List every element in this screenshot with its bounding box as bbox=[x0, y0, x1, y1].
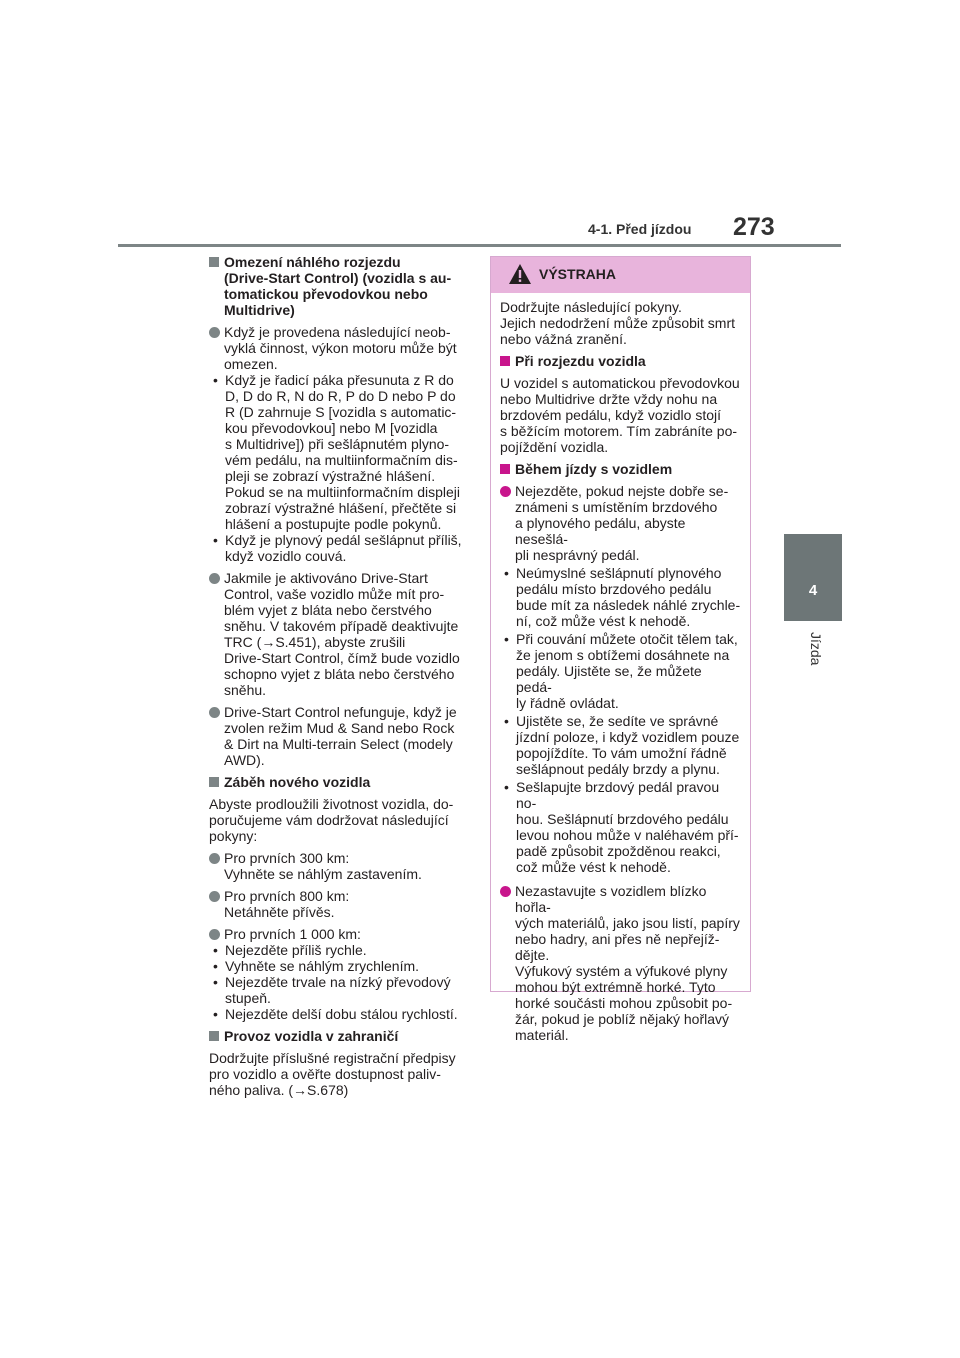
text-line: Pokud se na multiinformačním displeji bbox=[225, 484, 460, 500]
text-line: & Dirt na Multi-terrain Select (modely bbox=[224, 736, 453, 752]
text-line: Drive-Start Control, čímž bude vozidlo bbox=[224, 650, 460, 666]
text-line: kou převodovkou] nebo M [vozidla bbox=[225, 420, 438, 436]
bullet-item bbox=[209, 942, 472, 958]
text-line: s Multidrive]) při sešlápnutém plyno- bbox=[225, 436, 450, 452]
text-line: Pro prvních 1 000 km: bbox=[224, 926, 361, 942]
circle-item bbox=[209, 926, 472, 942]
text-line: Výfukový systém a výfukové plyny bbox=[515, 963, 728, 979]
text-line: Vyhněte se náhlým zastavením. bbox=[224, 866, 422, 882]
text-line: Když je provedena následující neob- bbox=[224, 324, 451, 340]
text-line: Dodržujte příslušné registrační předpisy bbox=[209, 1050, 456, 1066]
dot-bullet-icon: • bbox=[213, 1006, 218, 1022]
square-bullet-icon bbox=[209, 1031, 219, 1041]
text-line: hou. Sešlápnutí brzdového pedálu bbox=[516, 811, 729, 827]
warning-header bbox=[491, 257, 750, 293]
bullet-item bbox=[500, 631, 741, 711]
paragraph bbox=[500, 375, 741, 455]
text-line: zobrazí výstražné hlášení, přečtěte si bbox=[225, 500, 457, 516]
text-line: poručujeme vám dodržovat následující bbox=[209, 812, 449, 828]
text-line: Během jízdy s vozidlem bbox=[515, 461, 673, 477]
circle-bullet-icon bbox=[209, 853, 220, 864]
text-line: Při couvání můžete otočit tělem tak, bbox=[516, 631, 738, 647]
text-line: jízdní poloze, i když vozidlem pouze bbox=[516, 729, 740, 745]
text-line: Neúmyslné sešlápnutí plynového bbox=[516, 565, 722, 581]
text-line: žár, pokud je poblíž nějaký hořlavý bbox=[515, 1011, 730, 1027]
text-line: zvolen režim Mud & Sand nebo Rock bbox=[224, 720, 455, 736]
text-line: vém pedálu, na multiinformačním dis- bbox=[225, 452, 458, 468]
text-line: nebo Multidrive držte vždy nohu na bbox=[500, 391, 718, 407]
dot-bullet-icon: • bbox=[504, 631, 509, 647]
text-line: Control, vaše vozidlo může mít pro- bbox=[224, 586, 445, 602]
text-line: Záběh nového vozidla bbox=[224, 774, 371, 790]
bullet-item bbox=[209, 1006, 472, 1022]
square-bullet-icon bbox=[500, 464, 510, 474]
square-bullet-icon bbox=[209, 777, 219, 787]
text-line: ly řádně ovládat. bbox=[516, 695, 619, 711]
text-line: Multidrive) bbox=[224, 302, 295, 318]
text-line: AWD). bbox=[224, 752, 265, 768]
circle-bullet-icon bbox=[209, 929, 220, 940]
circle-item bbox=[209, 704, 472, 768]
text-line: blém vyjet z bláta nebo čerstvého bbox=[224, 602, 432, 618]
text-line: Když je plynový pedál sešlápnut příliš, bbox=[225, 532, 462, 548]
text-line: Když je řadicí páka přesunuta z R do bbox=[225, 372, 454, 388]
circle-bullet-icon bbox=[500, 886, 511, 897]
text-line: pokyny: bbox=[209, 828, 258, 844]
circle-item bbox=[500, 483, 741, 563]
text-line: sněhu. bbox=[224, 682, 267, 698]
circle-bullet-icon bbox=[209, 707, 220, 718]
warning-intro bbox=[500, 299, 741, 347]
text-line: s běžícím motorem. Tím zabráníte po- bbox=[500, 423, 738, 439]
text-line: Pro prvních 300 km: bbox=[224, 850, 350, 866]
text-line: R (D zahrnuje S [vozidla s automatic- bbox=[225, 404, 457, 420]
chapter-number: 4 bbox=[808, 582, 818, 599]
text-line: hlášení a postupujte podle pokynů. bbox=[225, 516, 442, 532]
text-line: pedálu místo brzdového pedálu bbox=[516, 581, 712, 597]
circle-item bbox=[209, 850, 472, 882]
text-line: popojíždíte. To vám umožní řádně bbox=[516, 745, 727, 761]
text-line: pedály. Ujistěte se, že můžete pedá- bbox=[516, 663, 702, 695]
circle-item bbox=[500, 883, 741, 1043]
warning-title: VÝSTRAHA bbox=[539, 266, 617, 282]
text-line: Netáhněte přívěs. bbox=[224, 904, 335, 920]
text-line: dějte. bbox=[515, 947, 550, 963]
text-line: mohou být extrémně horké. Tyto bbox=[515, 979, 716, 995]
text-line: Vyhněte se náhlým zrychlením. bbox=[225, 958, 420, 974]
heading-abroad bbox=[209, 1028, 472, 1044]
text-line: když vozidlo couvá. bbox=[225, 548, 347, 564]
dot-bullet-icon: • bbox=[504, 779, 509, 795]
left-column bbox=[209, 254, 472, 1104]
circle-item bbox=[209, 888, 472, 920]
text-line: a plynového pedálu, abyste nesešlá- bbox=[515, 515, 686, 547]
bullet-item bbox=[209, 958, 472, 974]
text-line: sněhu. V takovém případě deaktivujte bbox=[224, 618, 459, 634]
text-line: pleji se zobrazí výstražné hlášení. bbox=[225, 468, 436, 484]
warning-body bbox=[491, 293, 750, 1043]
warning-box bbox=[490, 256, 751, 1043]
circle-bullet-icon bbox=[209, 891, 220, 902]
text-line: pro vozidlo a ověřte dostupnost paliv- bbox=[209, 1066, 441, 1082]
paragraph bbox=[209, 1050, 472, 1098]
dot-bullet-icon: • bbox=[213, 958, 218, 974]
text-line: ného paliva. (→S.678) bbox=[209, 1082, 349, 1098]
section-title: 4-1. Před jízdou bbox=[588, 221, 692, 237]
dot-bullet-icon: • bbox=[213, 974, 218, 990]
text-line: Abyste prodloužili životnost vozidla, do- bbox=[209, 796, 454, 812]
text-line: že jenom s obtížemi dosáhnete na bbox=[516, 647, 730, 663]
text-line: bude mít za následek náhlé zrychle- bbox=[516, 597, 741, 613]
circle-item bbox=[209, 324, 472, 372]
heading-while-driving bbox=[500, 461, 741, 477]
header-rule bbox=[118, 244, 841, 247]
text-line: známeni s umístěním brzdového bbox=[515, 499, 718, 515]
dot-bullet-icon: • bbox=[213, 942, 218, 958]
text-line: omezen. bbox=[224, 356, 278, 372]
text-line: což může vést k nehodě. bbox=[516, 859, 671, 875]
text-line: TRC (→S.451), abyste zrušili bbox=[224, 634, 406, 650]
text-line: Nejezděte, pokud nejste dobře se- bbox=[515, 483, 729, 499]
heading-starting-vehicle bbox=[500, 353, 741, 369]
text-line: tomatickou převodovkou nebo bbox=[224, 286, 428, 302]
text-line: horké součásti mohou způsobit po- bbox=[515, 995, 733, 1011]
page-number: 273 bbox=[733, 213, 775, 241]
text-line: U vozidel s automatickou převodovkou bbox=[500, 375, 740, 391]
text-line: Pro prvních 800 km: bbox=[224, 888, 350, 904]
heading-drive-start-control bbox=[209, 254, 472, 318]
dot-bullet-icon: • bbox=[213, 532, 218, 548]
text-line: brzdovém pedálu, když vozidlo stojí bbox=[500, 407, 721, 423]
text-line: Dodržujte následující pokyny. bbox=[500, 299, 682, 315]
bullet-item bbox=[500, 713, 741, 777]
text-line: Nejezděte delší dobu stálou rychlostí. bbox=[225, 1006, 458, 1022]
bullet-item bbox=[500, 779, 741, 875]
heading-break-in bbox=[209, 774, 472, 790]
bullet-item bbox=[209, 372, 472, 532]
text-line: Jakmile je aktivováno Drive-Start bbox=[224, 570, 428, 586]
circle-item bbox=[209, 570, 472, 698]
text-line: Jejich nedodržení může způsobit smrt bbox=[500, 315, 735, 331]
circle-bullet-icon bbox=[209, 573, 220, 584]
text-line: pli nesprávný pedál. bbox=[515, 547, 640, 563]
bullet-item bbox=[500, 565, 741, 629]
chapter-tab bbox=[784, 534, 842, 621]
text-line: Nezastavujte s vozidlem blízko hořla- bbox=[515, 883, 707, 915]
text-line: Nejezděte příliš rychle. bbox=[225, 942, 367, 958]
text-line: (Drive-Start Control) (vozidla s au- bbox=[224, 270, 452, 286]
dot-bullet-icon: • bbox=[213, 372, 218, 388]
text-line: D, D do R, N do R, P do D nebo P do bbox=[225, 388, 456, 404]
dot-bullet-icon: • bbox=[504, 565, 509, 581]
text-line: Ujistěte se, že sedíte ve správné bbox=[516, 713, 719, 729]
text-line: Omezení náhlého rozjezdu bbox=[224, 254, 401, 270]
text-line: Nejezděte trvale na nízký převodový bbox=[225, 974, 451, 990]
square-bullet-icon bbox=[209, 257, 219, 267]
warning-triangle-icon bbox=[508, 263, 532, 285]
text-line: stupeň. bbox=[225, 990, 271, 1006]
text-line: sešlápnout pedály brzdy a plynu. bbox=[516, 761, 720, 777]
text-line: vyklá činnost, výkon motoru může být bbox=[224, 340, 457, 356]
bullet-item bbox=[209, 532, 472, 564]
chapter-label bbox=[800, 632, 830, 680]
text-line: Provoz vozidla v zahraničí bbox=[224, 1028, 399, 1044]
bullet-item bbox=[209, 974, 472, 1006]
circle-bullet-icon bbox=[209, 327, 220, 338]
paragraph bbox=[209, 796, 472, 844]
text-line: nebo vážná zranění. bbox=[500, 331, 627, 347]
text-line: ní, což může vést k nehodě. bbox=[516, 613, 691, 629]
text-line: levou nohou může v naléhavém pří- bbox=[516, 827, 739, 843]
text-line: Při rozjezdu vozidla bbox=[515, 353, 646, 369]
text-line: nebo hadry, ani přes ně nepřejíž- bbox=[515, 931, 720, 947]
circle-bullet-icon bbox=[500, 486, 511, 497]
text-line: schopno vyjet z bláta nebo čerstvého bbox=[224, 666, 455, 682]
text-line: pojíždění vozidla. bbox=[500, 439, 609, 455]
square-bullet-icon bbox=[500, 356, 510, 366]
text-line: materiál. bbox=[515, 1027, 569, 1043]
text-line: Drive-Start Control nefunguje, když je bbox=[224, 704, 457, 720]
chapter-label-text: Jízda bbox=[808, 632, 824, 666]
text-line: Sešlapujte brzdový pedál pravou no- bbox=[516, 779, 720, 811]
dot-bullet-icon: • bbox=[504, 713, 509, 729]
text-line: vých materiálů, jako jsou listí, papíry bbox=[515, 915, 740, 931]
text-line: padě způsobit zpožděnou reakci, bbox=[516, 843, 721, 859]
